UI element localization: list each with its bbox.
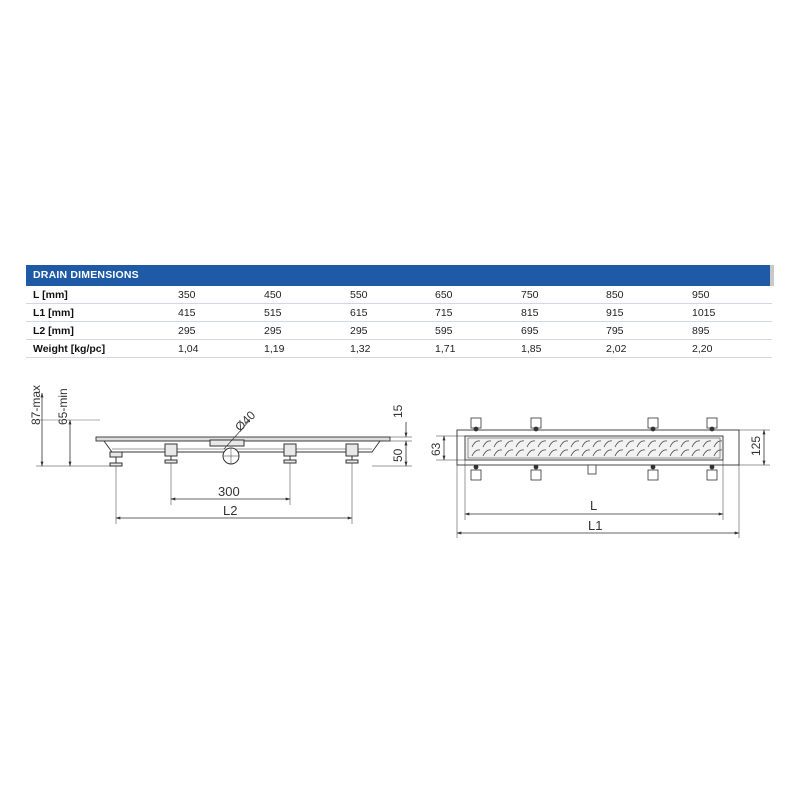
pipe-diameter-label: Ø40 — [232, 408, 259, 435]
table-cell: 1,85 — [521, 343, 542, 355]
clip-top — [531, 418, 541, 431]
height-min-label: 65-min — [56, 388, 70, 425]
body-height-label: 50 — [391, 448, 405, 462]
clip-top — [648, 418, 658, 431]
l1-label: L1 — [588, 518, 603, 533]
clip-bottom — [648, 465, 658, 480]
table-cell: 615 — [350, 307, 368, 319]
table-cell: 1,04 — [178, 343, 199, 355]
table-cell: 695 — [521, 325, 539, 337]
table-cell: 1,71 — [435, 343, 456, 355]
table-cell: 550 — [350, 289, 368, 301]
table-cell: 815 — [521, 307, 539, 319]
l2-label: L2 — [223, 503, 238, 518]
outer-width-label: 125 — [749, 435, 763, 456]
height-max-label: 87-max — [29, 384, 43, 425]
table-cell: 295 — [350, 325, 368, 337]
row-label: L2 [mm] — [33, 325, 74, 337]
table-cell: 795 — [606, 325, 624, 337]
table-cell: 2,02 — [606, 343, 627, 355]
table-title: DRAIN DIMENSIONS — [33, 269, 139, 281]
foot — [346, 444, 358, 463]
clip-top — [707, 418, 717, 431]
table-cell: 650 — [435, 289, 453, 301]
table-cell: 895 — [692, 325, 710, 337]
clip-bottom — [471, 465, 481, 480]
foot — [284, 444, 296, 463]
row-label: L1 [mm] — [33, 307, 74, 319]
table-cell: 950 — [692, 289, 710, 301]
l-label: L — [590, 498, 598, 513]
row-label: Weight [kg/pc] — [33, 343, 106, 355]
table-cell: 450 — [264, 289, 282, 301]
clip-bottom — [531, 465, 541, 480]
table-cell: 595 — [435, 325, 453, 337]
foot — [110, 452, 122, 466]
top-view — [457, 430, 739, 465]
table-cell: 350 — [178, 289, 196, 301]
clip-bottom — [707, 465, 717, 480]
table-cell: 415 — [178, 307, 196, 319]
table-cell: 2,20 — [692, 343, 713, 355]
table-cell: 295 — [264, 325, 282, 337]
inner-width-label: 63 — [429, 442, 443, 456]
table-cell: 915 — [606, 307, 624, 319]
table-cell: 295 — [178, 325, 196, 337]
table-cell: 715 — [435, 307, 453, 319]
outlet-stub — [588, 465, 596, 474]
table-cell: 515 — [264, 307, 282, 319]
table-cell: 1015 — [692, 307, 716, 319]
table-cell: 850 — [606, 289, 624, 301]
table-cell: 750 — [521, 289, 539, 301]
table-cell: 1,19 — [264, 343, 285, 355]
table-cell: 1,32 — [350, 343, 371, 355]
top-height-label: 15 — [391, 404, 405, 418]
row-label: L [mm] — [33, 289, 68, 301]
clip-top — [471, 418, 481, 431]
foot-spacing-label: 300 — [218, 484, 240, 499]
foot — [165, 444, 177, 463]
